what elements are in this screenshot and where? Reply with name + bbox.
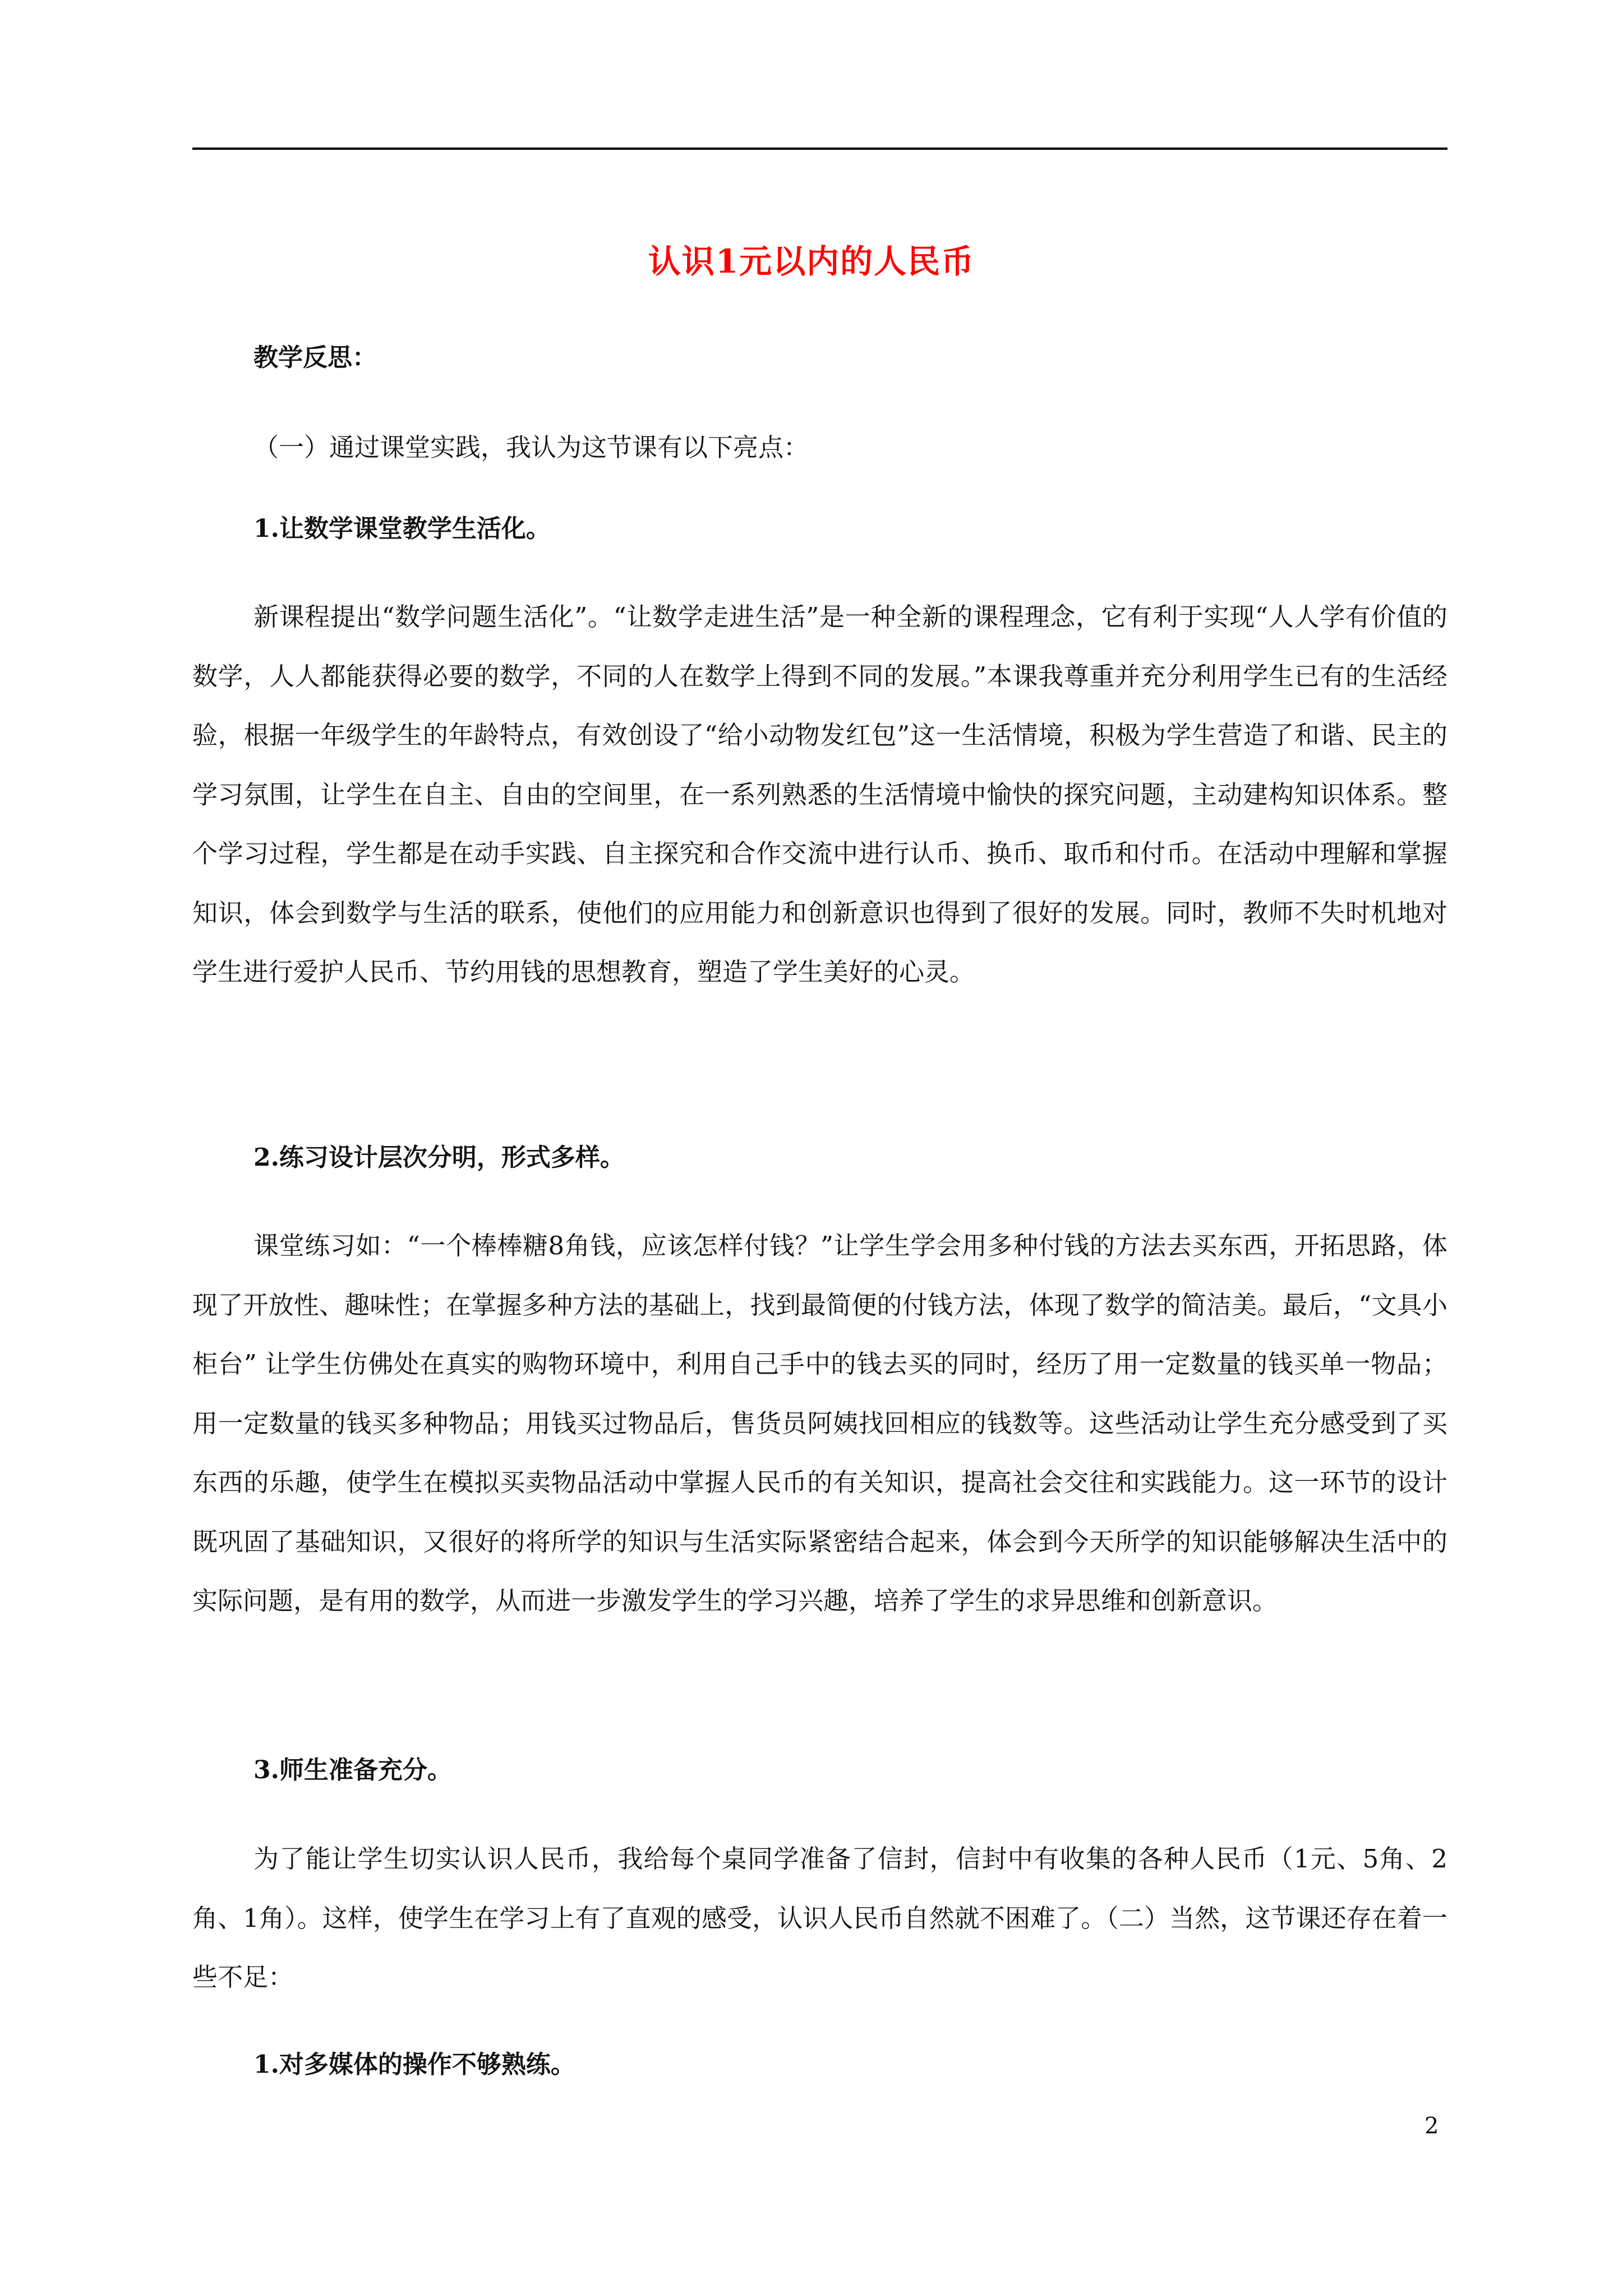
section-2-body: 课堂练习如：“一个棒棒糖8角钱，应该怎样付钱？”让学生学会用多种付钱的方法去买东西，开拓思路，体现了开放性、趣味性；在掌握多种方法的基础上，找到最简便的付钱方法，体现了数学的简洁美。最后，“文具小柜台” 让学生仿佛处在真实的购物环境中，利用自己手中的钱去买的同时，经历了用一定数量的钱买单一物品；用一定数量的钱买多种物品；用钱买过物品后，售货员阿姨找回相应的钱数等。这些活动让学生充分感受到了买东西的乐趣，使学生在模拟买卖物品活动中掌握人民币的有关知识，提高社会交往和实践能力。这一环节的设计既巩固了基础知识，又很好的将所学的知识与生活实际紧密结合起来，体会到今天所学的知识能够解决生活中的实际问题，是有用的数学，从而进一步激发学生的学习兴趣，培养了学生的求异思维和创新意识。 <box>192 1231 1447 1616</box>
page-number: 2 <box>1424 2113 1439 2139</box>
section-1-body: 新课程提出“数学问题生活化”。“让数学走进生活”是一种全新的课程理念，它有利于实现“人人学有价值的数学，人人都能获得必要的数学，不同的人在数学上得到不同的发展。”本课我尊重并充分利用学生已有的生活经验，根据一年级学生的年龄特点，有效创设了“给小动物发红包”这一生活情境，积极为学生营造了和谐、民主的学习氛围，让学生在自主、自由的空间里，在一系列熟悉的生活情境中愉快的探究问题，主动建构知识体系。整个学习过程，学生都是在动手实践、自主探究和合作交流中进行认币、换币、取币和付币。在活动中理解和掌握知识，体会到数学与生活的联系，使他们的应用能力和创新意识也得到了很好的发展。同时，教师不失时机地对学生进行爱护人民币、节约用钱的思想教育，塑造了学生美好的心灵。 <box>192 602 1447 987</box>
document-title: 认识1元以内的人民币 <box>648 242 975 280</box>
section-1-heading: 1.让数学课堂教学生活化。 <box>253 514 551 543</box>
section-3-heading: 3.师生准备充分。 <box>253 1756 452 1784</box>
section-3-body: 为了能让学生切实认识人民币，我给每个桌同学准备了信封，信封中有收集的各种人民币（1元、5角、2角、1角）。这样，使学生在学习上有了直观的感受，认识人民币自然就不困难了。（二）当然，这节课还存在着一些不足： <box>192 1844 1447 1992</box>
intro-text: （一）通过课堂实践，我认为这节课有以下亮点： <box>253 432 809 462</box>
header-rule <box>192 148 1447 150</box>
section-2-heading: 2.练习设计层次分明，形式多样。 <box>253 1143 625 1172</box>
reflection-label: 教学反思： <box>253 343 377 372</box>
deficiency-1-heading: 1.对多媒体的操作不够熟练。 <box>253 2050 575 2079</box>
